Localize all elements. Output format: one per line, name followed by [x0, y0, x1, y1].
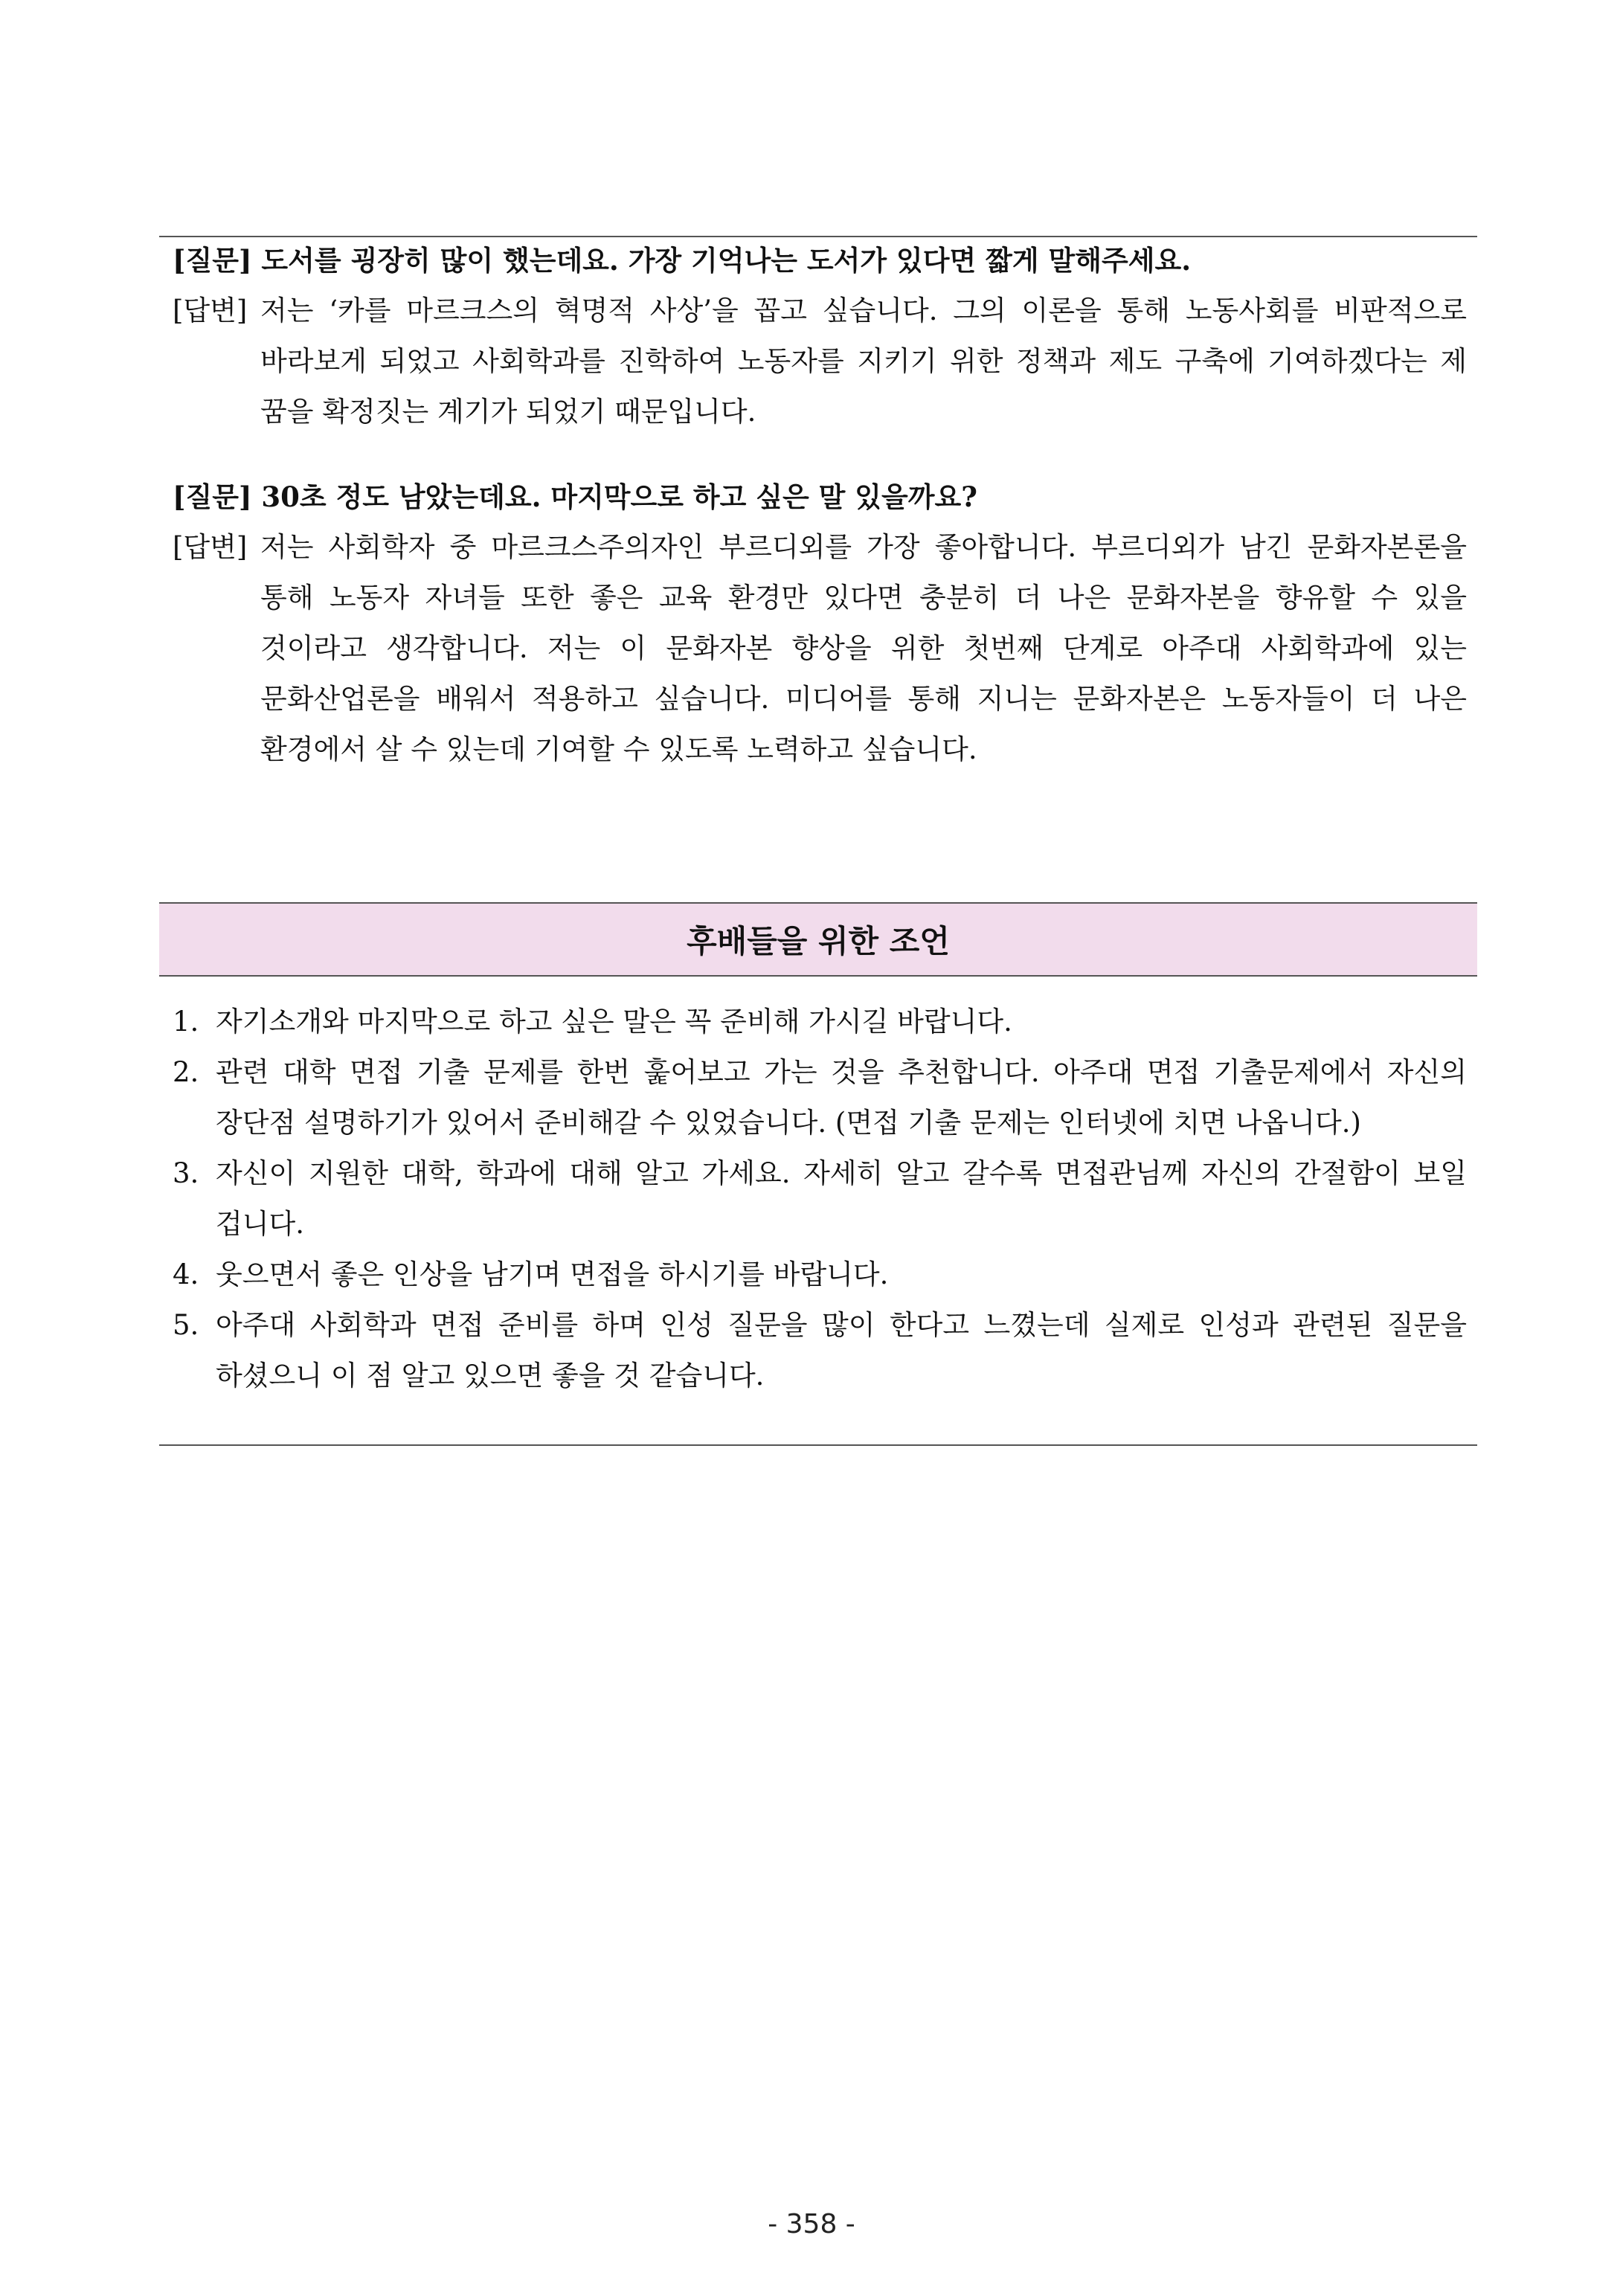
list-item [173, 1250, 1467, 1300]
answer-text: 저는 사회학자 중 마르크스주의자인 부르디외를 가장 좋아합니다. 부르디외가 남긴 문화자본론을 통해 노동자 자녀들 또한 좋은 교육 환경만 있다면 충분히 더 나은 문화자본을 향유할 수 있을 것이라고 생각합니다. 저는 이 문화자본 향상을 위한 첫번째 단계로 아주대 사회학과에 있는 문화산업론을 배워서 적용하고 싶습니다. 미디어를 통해 지니는 문화자본은 노동자들이 더 나은 환경에서 살 수 있는데 기여할 수 있도록 노력하고 싶습니다. [260, 531, 1467, 765]
answer-row [173, 522, 1467, 775]
answer-text: 저는 ‘카를 마르크스의 혁명적 사상’을 꼽고 싶습니다. 그의 이론을 통해 노동사회를 비판적으로 바라보게 되었고 사회학과를 진학하여 노동자를 지키기 위한 정책과 제도 구축에 기여하겠다는 제 꿈을 확정짓는 계기가 되었기 때문입니다. [260, 295, 1467, 428]
list-item [173, 1148, 1467, 1250]
answer-tag: [답변] [173, 295, 248, 327]
list-number: 3. [173, 1157, 199, 1189]
advice-section-title [159, 902, 1477, 977]
page-number: - 358 - [768, 2209, 855, 2239]
answer-tag: [답변] [173, 531, 248, 563]
advice-list [173, 997, 1467, 1401]
bottom-rule [159, 1444, 1477, 1446]
list-text: 관련 대학 면접 기출 문제를 한번 훑어보고 가는 것을 추천합니다. 아주대 면접 기출문제에서 자신의 장단점 설명하기가 있어서 준비해갈 수 있었습니다. (면접 기출 문제는 인터넷에 치면 나옵니다.) [216, 1056, 1467, 1139]
qa-block-2 [173, 472, 1467, 775]
list-text: 웃으면서 좋은 인상을 남기며 면접을 하시기를 바랍니다. [216, 1258, 889, 1290]
question-text: [질문] 30초 정도 남았는데요. 마지막으로 하고 싶은 말 있을까요? [173, 480, 977, 513]
question-text: [질문] 도서를 굉장히 많이 했는데요. 가장 기억나는 도서가 있다면 짧게 말해주세요. [173, 244, 1192, 277]
list-text: 자기소개와 마지막으로 하고 싶은 말은 꼭 준비해 가시길 바랍니다. [216, 1006, 1012, 1038]
list-text: 자신이 지원한 대학, 학과에 대해 알고 가세요. 자세히 알고 갈수록 면접관님께 자신의 간절함이 보일 겁니다. [216, 1157, 1467, 1240]
list-item [173, 997, 1467, 1047]
advice-title-text: 후배들을 위한 조언 [687, 923, 950, 959]
list-number: 2. [173, 1056, 199, 1088]
list-number: 4. [173, 1258, 199, 1290]
list-number: 1. [173, 1006, 199, 1038]
list-number: 5. [173, 1309, 199, 1341]
answer-row [173, 286, 1467, 437]
list-item [173, 1300, 1467, 1401]
list-item [173, 1047, 1467, 1148]
list-text: 아주대 사회학과 면접 준비를 하며 인성 질문을 많이 한다고 느꼈는데 실제로 인성과 관련된 질문을 하셨으니 이 점 알고 있으면 좋을 것 같습니다. [216, 1309, 1467, 1392]
qa-block-1 [173, 235, 1467, 437]
